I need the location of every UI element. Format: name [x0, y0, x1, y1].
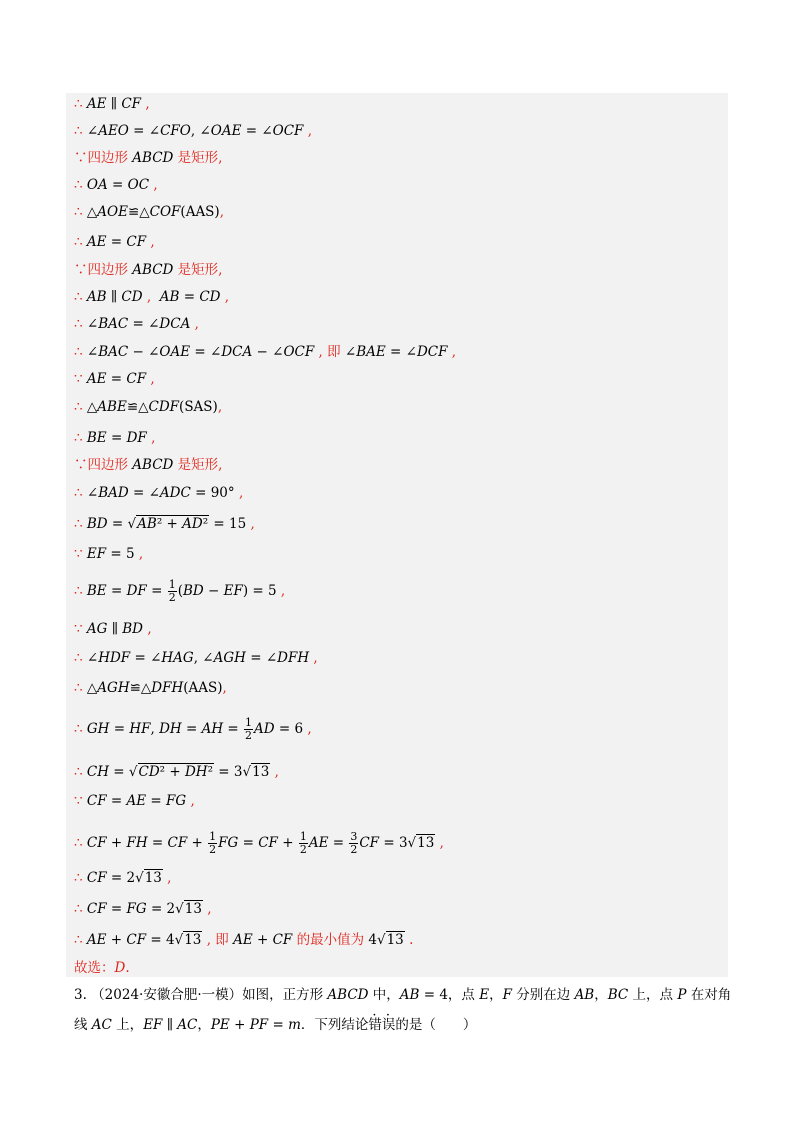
- solution-line: ∴ AB ∥ CD , AB = CD ,: [74, 289, 230, 305]
- solution-line: ∴ OA = OC ,: [74, 177, 158, 193]
- question-line-2: 线 AC 上，EF ∥ AC，PE + PF = m．下列结论错误的是（ ）: [74, 1017, 477, 1033]
- solution-line: ∵ AG ∥ BD ,: [74, 621, 152, 637]
- solution-line: ∴ △AGH≌△DFH(AAS),: [74, 680, 227, 696]
- solution-line: ∵四边形 ABCD 是矩形,: [74, 150, 223, 166]
- solution-line: ∴ BE = DF = $\frac{1}{2}$ (BD − EF) = 5 ,: [74, 578, 286, 604]
- solution-line: ∴ CF + FH = CF + $\frac{1}{2}$ FG = CF + $\frac{1}{2}$ AE = $\frac{3}{2}$ CF = 3√13 ,: [74, 830, 444, 856]
- solution-line: ∵ CF = AE = FG ,: [74, 793, 195, 809]
- solution-line: ∵ AE = CF ,: [74, 371, 155, 387]
- solution-line: ∴ GH = HF, DH = AH = $\frac{1}{2}$ AD = 6 ,: [74, 716, 312, 742]
- solution-line: ∴ ∠BAD = ∠ADC = 90° ,: [74, 485, 244, 501]
- solution-line: ∴ △AOE≌△COF(AAS),: [74, 204, 224, 220]
- solution-line: ∴ AE + CF = 4√13 , 即 AE + CF 的最小值为 4√13 .: [74, 932, 414, 948]
- question-line-1: 3. （2024·安徽合肥·一模）如图，正方形 ABCD 中，AB = 4，点 E，F 分别在边 AB，BC 上，点 P 在对角: [74, 987, 732, 1003]
- solution-line: ∴ BE = DF ,: [74, 430, 156, 446]
- solution-line: ∴ ∠AEO = ∠CFO, ∠OAE = ∠OCF ,: [74, 123, 313, 139]
- solution-line: 故选：D.: [74, 960, 130, 976]
- solution-line: ∵ EF = 5 ,: [74, 546, 144, 562]
- solution-line: ∴ BD = √AB² + AD² = 15 ,: [74, 516, 255, 532]
- solution-line: ∵四边形 ABCD 是矩形,: [74, 262, 223, 278]
- solution-line: ∴ ∠HDF = ∠HAG, ∠AGH = ∠DFH ,: [74, 650, 318, 666]
- solution-line: ∴ △ABE≌△CDF(SAS),: [74, 399, 223, 415]
- solution-line: ∴ CH = √CD² + DH² = 3√13 ,: [74, 764, 279, 780]
- solution-line: ∴ ∠BAC = ∠DCA ,: [74, 316, 199, 332]
- solution-line: ∴ CF = 2√13 ,: [74, 870, 172, 886]
- solution-panel: [66, 93, 728, 977]
- solution-line: ∴ ∠BAC − ∠OAE = ∠DCA − ∠OCF , 即 ∠BAE = ∠DCF ,: [74, 344, 457, 360]
- solution-line: ∵四边形 ABCD 是矩形,: [74, 457, 223, 473]
- solution-line: ∴ AE ∥ CF ,: [74, 96, 150, 112]
- solution-line: ∴ AE = CF ,: [74, 234, 155, 250]
- solution-line: ∴ CF = FG = 2√13 ,: [74, 901, 212, 917]
